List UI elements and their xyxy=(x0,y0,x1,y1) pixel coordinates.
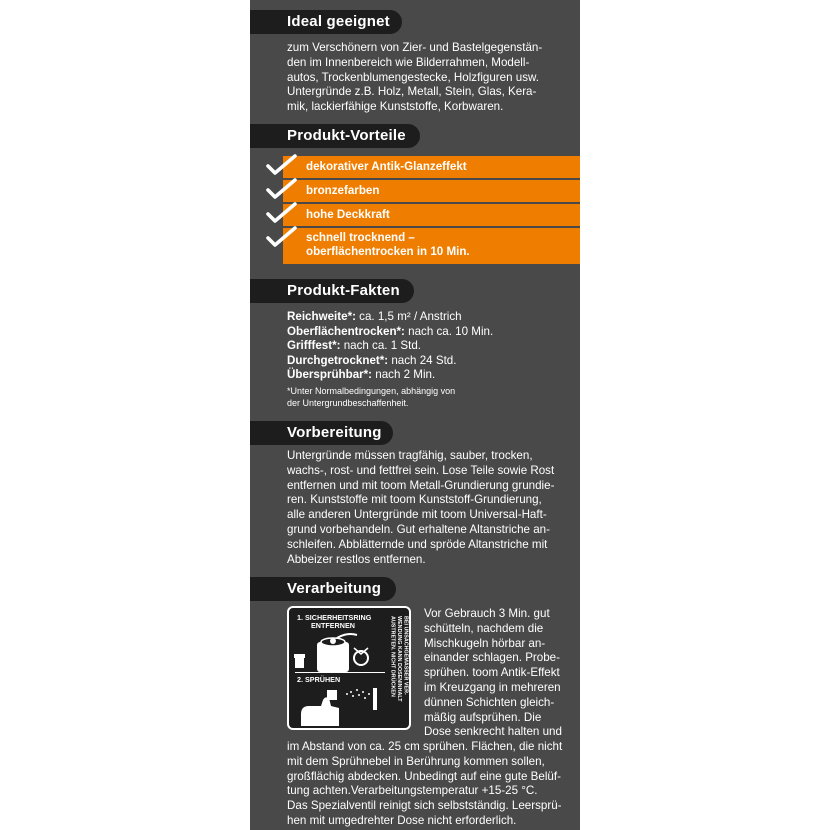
fact-row: Reichweite*: ca. 1,5 m² / Anstrich xyxy=(287,310,462,323)
fact-row: Durchgetrocknet*: nach 24 Std. xyxy=(287,353,457,367)
checkmark-icon xyxy=(266,226,298,248)
divider xyxy=(295,672,385,673)
advantage-item: schnell trocknend – oberflächentrocken in 10 Min. xyxy=(283,228,580,264)
step2-label: 2. SPRÜHEN xyxy=(297,675,341,684)
ideal-text: zum Verschönern von Zier- und Bastelgegenstän- den im Innenbereich wie Bilderrahmen, Modell- autos, Trockenblumengestecke, Holzfiguren usw. Untergründe z.B. Holz, Metall, Stein, Glas, Kera- mik, lackierfähige Kunststoffe, Korbwaren. xyxy=(287,41,543,114)
checkmark-icon xyxy=(266,178,298,200)
facts-list xyxy=(287,310,575,383)
vorbereitung-text: Untergründe müssen tragfähig, sauber, trocken, wachs-, rost- und fettfrei sein. Lose Teile sowie Rost entfernen und mit toom Metall-Grundierung grundie- ren. Kunststoffe mit toom Kunststoff-Grundierung, alle anderen Untergründe mit toom Universal-Haft- grund vorbehandeln. Gut erhaltene Altanstriche an- schleifen. Abblätternde und spröde Altanstriche mit Abbeizer restlos entfernen. xyxy=(287,449,555,566)
heading-produkt-fakten: Produkt-Fakten xyxy=(250,279,414,303)
advantage-item: dekorativer Antik-Glanzeffekt xyxy=(283,156,580,178)
product-info-panel xyxy=(250,0,580,830)
warning-text: BEI UNSACHGEMÄSSER VER- WENDUNG KANN DOSENINHALT AUSTRETEN. NICHT DRÜCKEN xyxy=(389,616,409,702)
heading-produkt-vorteile: Produkt-Vorteile xyxy=(250,124,420,148)
advantage-item: bronzefarben xyxy=(283,180,580,202)
checkmark-icon xyxy=(266,202,298,224)
verarbeitung-text-wrapped: Vor Gebrauch 3 Min. gut schütteln, nachdem die Mischkugeln hörbar an- einander schlagen. Probe- sprühen. toom Antik-Effekt im Kreuzgang in mehreren dünnen Schichten gleich- mäßig aufsprühen. Die Dose senkrecht halten und xyxy=(424,607,562,739)
step1-label: 1. SICHERHEITSRING ENTFERNEN xyxy=(297,613,372,630)
footnote: *Unter Normalbedingungen, abhängig von der Untergrundbeschaffenheit. xyxy=(287,386,456,408)
advantage-item: hohe Deckkraft xyxy=(283,204,580,226)
heading-verarbeitung: Verarbeitung xyxy=(250,577,396,601)
fact-row: Übersprühbar*: nach 2 Min. xyxy=(287,368,436,382)
usage-pictogram xyxy=(287,606,411,730)
spray-hand-icon xyxy=(293,686,387,726)
heading-ideal-geeignet: Ideal geeignet xyxy=(250,10,402,34)
heading-vorbereitung: Vorbereitung xyxy=(250,421,393,445)
remove-ring-icon xyxy=(291,630,387,672)
fact-row: Grifffest*: nach ca. 1 Std. xyxy=(287,339,422,353)
checkmark-icon xyxy=(266,154,298,176)
verarbeitung-text-full: im Abstand von ca. 25 cm sprühen. Flächen, die nicht mit dem Sprühnebel in Berührung kommen sollen, großflächig abdecken. Unbedingt auf eine gute Belüf- tung achten.Verarbeitungstemperatur +15-25 °C. Das Spezialventil reinigt sich selbstständig. Leersprü- hen mit umgedrehter Dose nicht erforderlich. xyxy=(287,740,563,827)
fact-row: Oberflächentrocken*: nach ca. 10 Min. xyxy=(287,324,494,338)
